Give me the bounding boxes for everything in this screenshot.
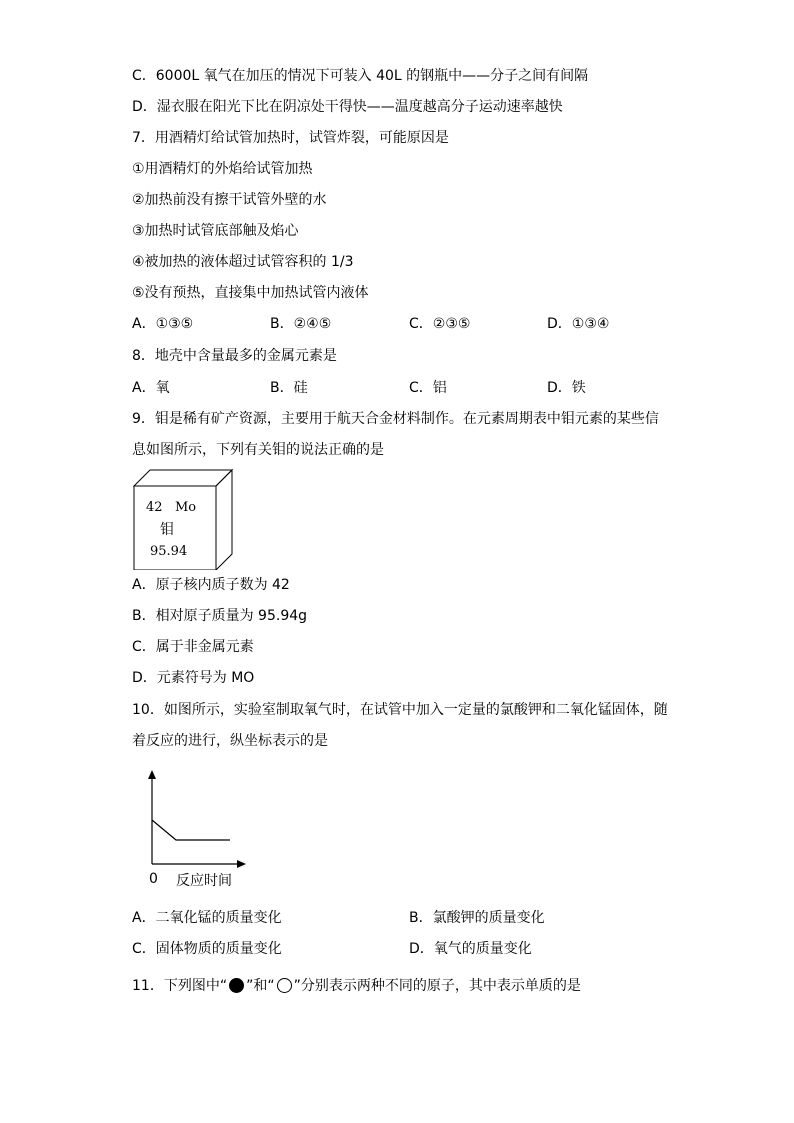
q7-item-1: ①用酒精灯的外焰给试管加热	[132, 161, 313, 177]
q10-option-c: C．固体物质的质量变化	[132, 941, 282, 957]
white-atom-icon	[277, 978, 292, 993]
q7-option-a: A．①③⑤	[132, 316, 194, 332]
q7-option-c: C．②③⑤	[409, 316, 471, 332]
q9-option-a: A．原子核内质子数为 42	[132, 577, 290, 593]
q11-stem	[132, 976, 581, 996]
q10-stem-line2: 着反应的进行，纵坐标表示的是	[132, 733, 328, 749]
q6-option-c: C．6000L 氧气在加压的情况下可装入 40L 的钢瓶中——分子之间有间隔	[132, 68, 589, 84]
q11-stem-mid: ”和“	[246, 978, 275, 994]
x-axis-arrow	[237, 860, 246, 868]
q9-option-d: D．元素符号为 MO	[132, 670, 255, 686]
q8-option-b: B．硅	[270, 380, 308, 396]
q7-item-4: ④被加热的液体超过试管容积的 1/3	[132, 254, 354, 270]
q7-item-5: ⑤没有预热，直接集中加热试管内液体	[132, 285, 369, 301]
y-axis-arrow	[148, 770, 156, 779]
q11-stem-suffix: ”分别表示两种不同的原子，其中表示单质的是	[293, 978, 581, 994]
element-card-figure	[132, 468, 234, 570]
q6-option-d: D．湿衣服在阳光下比在阴凉处干得快——温度越高分子运动速率越快	[132, 99, 563, 115]
q8-option-a: A．氧	[132, 380, 170, 396]
q9-option-b: B．相对原子质量为 95.94g	[132, 608, 308, 624]
q7-stem: 7．用酒精灯给试管加热时，试管炸裂，可能原因是	[132, 130, 449, 146]
element-atomic-number: 42	[146, 500, 163, 515]
element-symbol: Mo	[175, 500, 197, 515]
q9-stem-line1: 9．钼是稀有矿产资源，主要用于航天合金材料制作。在元素周期表中钼元素的某些信	[132, 411, 659, 427]
q10-stem-line1: 10．如图所示，实验室制取氧气时，在试管中加入一定量的氯酸钾和二氧化锰固体，随	[132, 702, 668, 718]
black-atom-icon	[229, 978, 244, 993]
q7-item-2: ②加热前没有擦干试管外壁的水	[132, 192, 327, 208]
reaction-graph	[136, 768, 256, 890]
graph-origin-label: 0	[149, 871, 158, 887]
q10-option-b: B．氯酸钾的质量变化	[409, 910, 545, 926]
q9-option-c: C．属于非金属元素	[132, 639, 254, 655]
q9-stem-line2: 息如图所示，下列有关钼的说法正确的是	[132, 442, 384, 458]
q10-option-d: D．氧气的质量变化	[409, 941, 532, 957]
graph-curve	[152, 820, 230, 840]
q7-option-d: D．①③④	[547, 316, 610, 332]
element-atomic-mass: 95.94	[150, 544, 188, 559]
q11-stem-prefix: 11．下列图中“	[132, 978, 228, 994]
q8-option-d: D．铁	[547, 380, 586, 396]
q7-option-b: B．②④⑤	[270, 316, 332, 332]
element-name: 钼	[160, 522, 174, 538]
q7-item-3: ③加热时试管底部触及焰心	[132, 223, 299, 239]
q8-stem: 8．地壳中含量最多的金属元素是	[132, 348, 337, 364]
q8-option-c: C．铝	[409, 380, 447, 396]
q10-option-a: A．二氧化锰的质量变化	[132, 910, 282, 926]
graph-x-axis-label: 反应时间	[176, 873, 232, 889]
graph-axes-and-curve	[136, 768, 256, 872]
